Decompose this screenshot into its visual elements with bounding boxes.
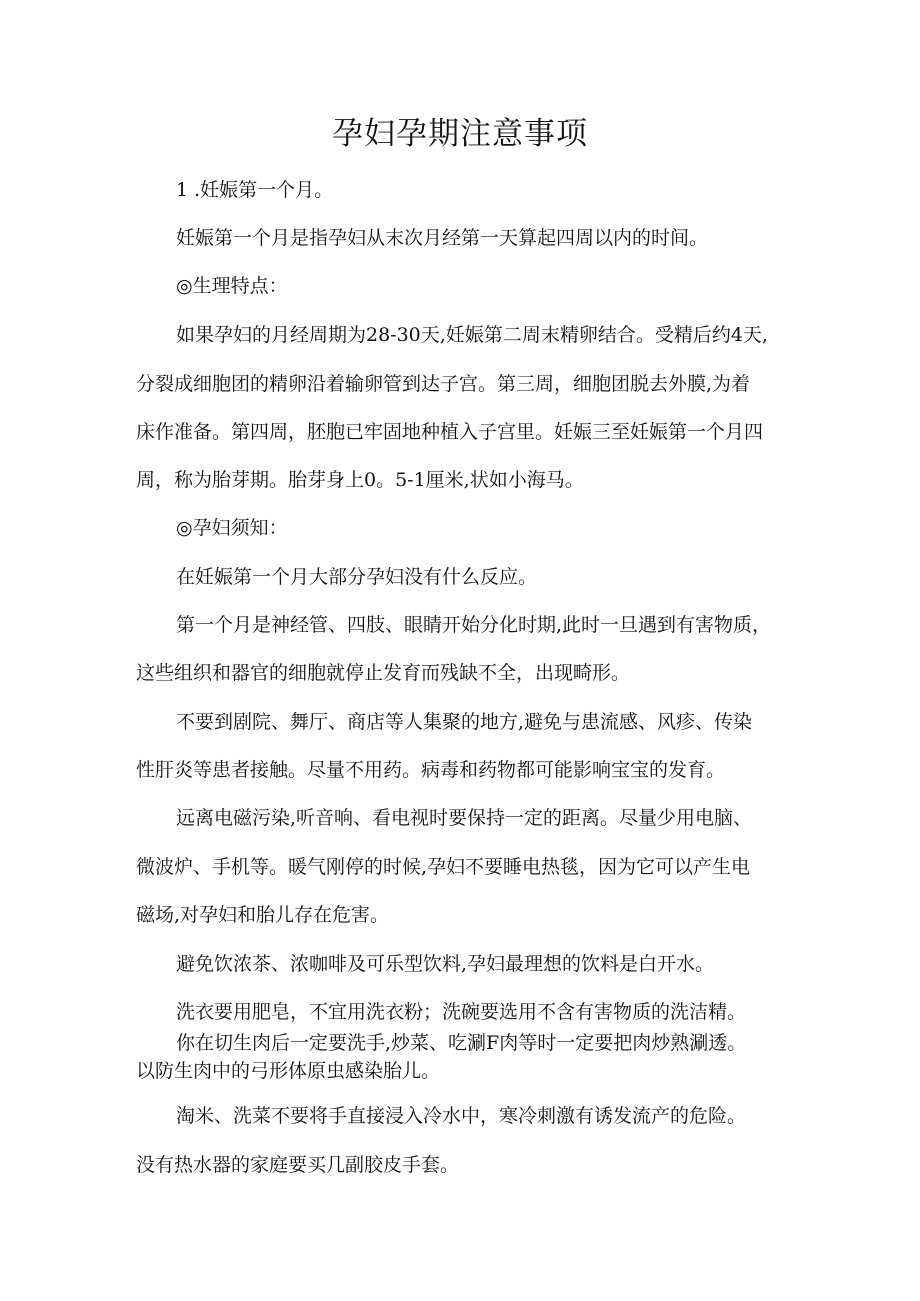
paragraph-line: 分裂成细胞团的精卵沿着输卵管到达子宫。第三周，细胞团脱去外膜,为着 <box>136 373 751 395</box>
paragraph-line: 这些组织和器官的细胞就停止发育而残缺不全，出现畸形。 <box>136 662 631 684</box>
paragraph-line: 淘米、洗菜不要将手直接浸入冷水中，寒冷刺激有诱发流产的危险。 <box>176 1105 747 1127</box>
paragraph-line: 性肝炎等患者接触。尽量不用药。病毒和药物都可能影响宝宝的发育。 <box>136 759 726 781</box>
paragraph-line: 微波炉、手机等。暖气刚停的时候,孕妇不要睡电热毯，因为它可以产生电 <box>136 856 751 878</box>
paragraph-line: 不要到剧院、舞厅、商店等人集聚的地方,避免与患流感、风疹、传染 <box>176 711 753 733</box>
section-heading: 1 .妊娠第一个月。 <box>176 179 334 201</box>
page-title: 孕妇孕期注意事项 <box>332 116 588 152</box>
paragraph-line: 避免饮浓茶、浓咖啡及可乐型饮料,孕妇最理想的饮料是白开水。 <box>176 953 715 975</box>
paragraph-line: 你在切生肉后一定要洗手,炒菜、吃涮F肉等时一定要把肉炒熟涮透。 <box>176 1032 747 1054</box>
paragraph-line: 磁场,对孕妇和胎儿存在危害。 <box>136 904 390 926</box>
paragraph-line: 以防生肉中的弓形体原虫感染胎儿。 <box>136 1060 441 1082</box>
paragraph-line: 第一个月是神经管、四肢、眼睛开始分化时期,此时一旦遇到有害物质， <box>176 614 772 636</box>
paragraph-line: 在妊娠第一个月大部分孕妇没有什么反应。 <box>176 566 538 588</box>
paragraph-line: 妊娠第一个月是指孕妇从末次月经第一天算起四周以内的时间。 <box>176 227 709 249</box>
paragraph-line: 床作准备。第四周，胚胞已牢固地种植入子宫里。妊娠三至妊娠第一个月四 <box>136 421 764 443</box>
subheading: ◎孕妇须知： <box>176 517 288 539</box>
paragraph-line: 周，称为胎芽期。胎芽身上0。5-1厘米,状如小海马。 <box>136 469 584 491</box>
paragraph-line: 远离电磁污染,听音响、看电视时要保持一定的距离。尽量少用电脑、 <box>176 807 753 829</box>
paragraph-line: 洗衣要用肥皂，不宜用洗衣粉；洗碗要选用不含有害物质的洗洁精。 <box>176 1001 747 1023</box>
subheading: ◎生理特点： <box>176 275 288 297</box>
paragraph-line: 没有热水器的家庭要买几副胶皮手套。 <box>136 1154 460 1176</box>
paragraph-line: 如果孕妇的月经周期为28-30天,妊娠第二周末精卵结合。受精后约4天, <box>176 324 768 346</box>
